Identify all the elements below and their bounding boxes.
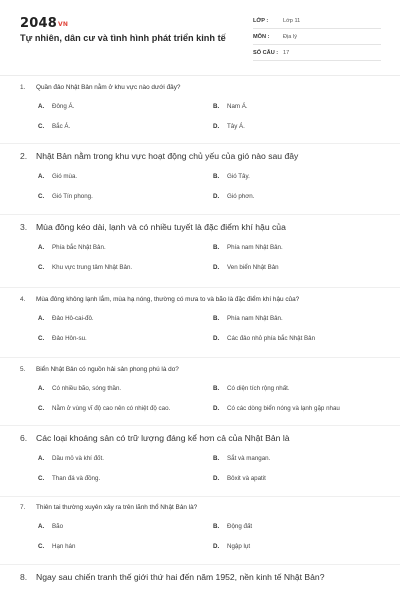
- answer-option-c[interactable]: [38, 405, 170, 412]
- meta-value: Lớp 11: [283, 17, 301, 24]
- question-number: 6.: [20, 433, 28, 443]
- option-text: Đảo Hôn-su.: [52, 335, 87, 342]
- answer-option-b[interactable]: [213, 315, 283, 322]
- option-letter: D.: [213, 335, 220, 342]
- answer-option-c[interactable]: [38, 543, 75, 550]
- option-text: Sắt và mangan.: [227, 455, 271, 462]
- option-letter: B.: [213, 455, 220, 462]
- answer-option-c[interactable]: [38, 264, 132, 271]
- question-item: [20, 433, 382, 491]
- option-letter: A.: [38, 103, 45, 110]
- option-text: Ven biển Nhật Bản: [227, 264, 279, 271]
- meta-label: LỚP :: [253, 17, 269, 24]
- question-divider: [0, 143, 400, 144]
- meta-row-class: [253, 13, 381, 29]
- question-item: [20, 504, 382, 559]
- meta-info: [253, 13, 381, 61]
- question-item: [20, 151, 382, 209]
- question-text: Mùa đông kéo dài, lạnh và có nhiều tuyết là đặc điểm khí hậu của: [36, 222, 286, 232]
- question-number: 5.: [20, 366, 26, 373]
- option-letter: D.: [213, 405, 220, 412]
- answer-option-b[interactable]: [213, 103, 248, 110]
- question-head: [20, 151, 382, 161]
- question-text: Ngay sau chiến tranh thế giới thứ hai đến năm 1952, nền kinh tế Nhật Bản?: [36, 572, 325, 582]
- option-text: Ngập lụt: [227, 543, 251, 550]
- question-divider: [0, 496, 400, 497]
- question-item: [20, 84, 382, 139]
- question-number: 2.: [20, 151, 28, 161]
- question-head: [20, 222, 382, 232]
- option-text: Động đất: [227, 523, 253, 530]
- answer-option-a[interactable]: [38, 103, 74, 110]
- option-letter: B.: [213, 103, 220, 110]
- answer-option-c[interactable]: [38, 193, 93, 200]
- option-text: Nam Á.: [227, 103, 248, 110]
- option-letter: D.: [213, 193, 220, 200]
- question-divider: [0, 214, 400, 215]
- answer-option-b[interactable]: [213, 173, 250, 180]
- option-text: Hạn hán: [52, 543, 76, 550]
- option-text: Có các dòng biển nóng và lạnh gặp nhau: [227, 405, 340, 412]
- answer-option-a[interactable]: [38, 523, 63, 530]
- answer-option-d[interactable]: [213, 264, 279, 271]
- question-item: [20, 296, 382, 351]
- option-text: Đông Á.: [52, 103, 75, 110]
- question-text: Biển Nhật Bản có nguồn hải sản phong phú là do?: [36, 366, 179, 373]
- answer-option-b[interactable]: [213, 455, 270, 462]
- answer-option-d[interactable]: [213, 543, 250, 550]
- option-text: Gió Tây.: [227, 173, 250, 180]
- option-letter: A.: [38, 385, 45, 392]
- answer-options: [20, 381, 382, 421]
- option-text: Khu vực trung tâm Nhật Bản.: [52, 264, 133, 271]
- meta-row-subject: [253, 29, 381, 45]
- question-divider: [0, 287, 400, 288]
- option-text: Có diện tích rộng nhất.: [227, 385, 290, 392]
- option-text: Các đảo nhỏ phía bắc Nhật Bản: [227, 335, 316, 342]
- answer-options: [20, 311, 382, 351]
- answer-option-a[interactable]: [38, 385, 121, 392]
- meta-row-count: [253, 45, 381, 61]
- question-divider: [0, 564, 400, 565]
- option-text: Phía nam Nhật Bản.: [227, 315, 283, 322]
- option-letter: B.: [213, 244, 220, 251]
- question-number: 1.: [20, 84, 26, 91]
- logo-suffix: VN: [57, 21, 69, 28]
- option-text: Bão: [52, 523, 64, 530]
- question-head: [20, 572, 382, 582]
- question-item: [20, 572, 382, 582]
- question-item: [20, 366, 382, 421]
- header-divider: [0, 75, 400, 76]
- option-letter: B.: [213, 523, 220, 530]
- option-letter: C.: [38, 475, 45, 482]
- option-text: Than đá và đồng.: [52, 475, 101, 482]
- meta-label: SỐ CÂU :: [253, 49, 279, 56]
- option-letter: D.: [213, 475, 220, 482]
- answer-options: [20, 519, 382, 559]
- option-text: Phía nam Nhật Bản.: [227, 244, 283, 251]
- option-letter: B.: [213, 315, 220, 322]
- answer-option-c[interactable]: [38, 335, 87, 342]
- option-letter: C.: [38, 193, 45, 200]
- answer-option-d[interactable]: [213, 193, 254, 200]
- question-number: 7.: [20, 504, 26, 511]
- option-letter: A.: [38, 173, 45, 180]
- answer-option-b[interactable]: [213, 385, 290, 392]
- option-letter: D.: [213, 264, 220, 271]
- question-text: Thiên tai thường xuyên xảy ra trên lãnh thổ Nhật Bản là?: [36, 504, 198, 511]
- answer-option-a[interactable]: [38, 315, 94, 322]
- option-text: Phía bắc Nhật Bản.: [52, 244, 106, 251]
- question-divider: [0, 425, 400, 426]
- question-text: Các loại khoáng sản có trữ lượng đáng kể hơn cả của Nhật Bản là: [36, 433, 290, 443]
- question-head: [20, 296, 382, 303]
- option-letter: A.: [38, 244, 45, 251]
- question-head: [20, 84, 382, 91]
- page-title: Tự nhiên, dân cư và tình hình phát triển kinh tế: [20, 33, 226, 43]
- question-item: [20, 222, 382, 280]
- question-number: 8.: [20, 572, 28, 582]
- question-text: Mùa đông không lạnh lắm, mùa hạ nóng, thường có mưa to và bão là đặc điểm khí hậu của?: [36, 296, 300, 303]
- option-text: Đảo Hô-cai-đô.: [52, 315, 94, 322]
- option-letter: A.: [38, 315, 45, 322]
- option-text: Dầu mỏ và khí đốt.: [52, 455, 104, 462]
- question-head: [20, 433, 382, 443]
- page-header: [0, 0, 400, 72]
- question-number: 3.: [20, 222, 28, 232]
- option-letter: A.: [38, 523, 45, 530]
- answer-option-b[interactable]: [213, 244, 283, 251]
- question-number: 4.: [20, 296, 26, 303]
- answer-options: [20, 169, 382, 209]
- answer-option-d[interactable]: [213, 405, 340, 412]
- answer-options: [20, 240, 382, 280]
- option-letter: C.: [38, 335, 45, 342]
- answer-option-b[interactable]: [213, 523, 252, 530]
- answer-option-d[interactable]: [213, 123, 245, 130]
- answer-options: [20, 451, 382, 491]
- meta-value: 17: [283, 49, 290, 56]
- option-letter: C.: [38, 123, 45, 130]
- logo-text: 2048: [20, 16, 57, 31]
- site-logo[interactable]: [20, 16, 68, 31]
- option-text: Nằm ở vùng vĩ độ cao nên có nhiệt độ cao.: [52, 405, 171, 412]
- option-text: Gió Tín phong.: [52, 193, 93, 200]
- answer-option-a[interactable]: [38, 455, 104, 462]
- option-letter: C.: [38, 405, 45, 412]
- option-text: Bắc Á.: [52, 123, 71, 130]
- option-text: Tây Á.: [227, 123, 245, 130]
- option-text: Gió phơn.: [227, 193, 255, 200]
- option-letter: D.: [213, 123, 220, 130]
- meta-value: Địa lý: [283, 33, 297, 40]
- option-letter: C.: [38, 264, 45, 271]
- answer-option-c[interactable]: [38, 123, 70, 130]
- option-letter: C.: [38, 543, 45, 550]
- option-text: Có nhiều bão, sóng thần.: [52, 385, 122, 392]
- answer-option-d[interactable]: [213, 475, 266, 482]
- option-text: Bôxit và apatit: [227, 475, 266, 482]
- answer-option-a[interactable]: [38, 173, 77, 180]
- question-head: [20, 504, 382, 511]
- question-divider: [0, 357, 400, 358]
- question-text: Quần đảo Nhật Bản nằm ở khu vực nào dưới đây?: [36, 84, 181, 91]
- answer-option-c[interactable]: [38, 475, 100, 482]
- question-text: Nhật Bản nằm trong khu vực hoạt động chủ yếu của gió nào sau đây: [36, 151, 299, 161]
- option-letter: D.: [213, 543, 220, 550]
- question-head: [20, 366, 382, 373]
- option-text: Gió mùa.: [52, 173, 78, 180]
- answer-option-a[interactable]: [38, 244, 106, 251]
- answer-options: [20, 99, 382, 139]
- answer-option-d[interactable]: [213, 335, 315, 342]
- option-letter: A.: [38, 455, 45, 462]
- meta-label: MÔN :: [253, 33, 270, 40]
- option-letter: B.: [213, 173, 220, 180]
- option-letter: B.: [213, 385, 220, 392]
